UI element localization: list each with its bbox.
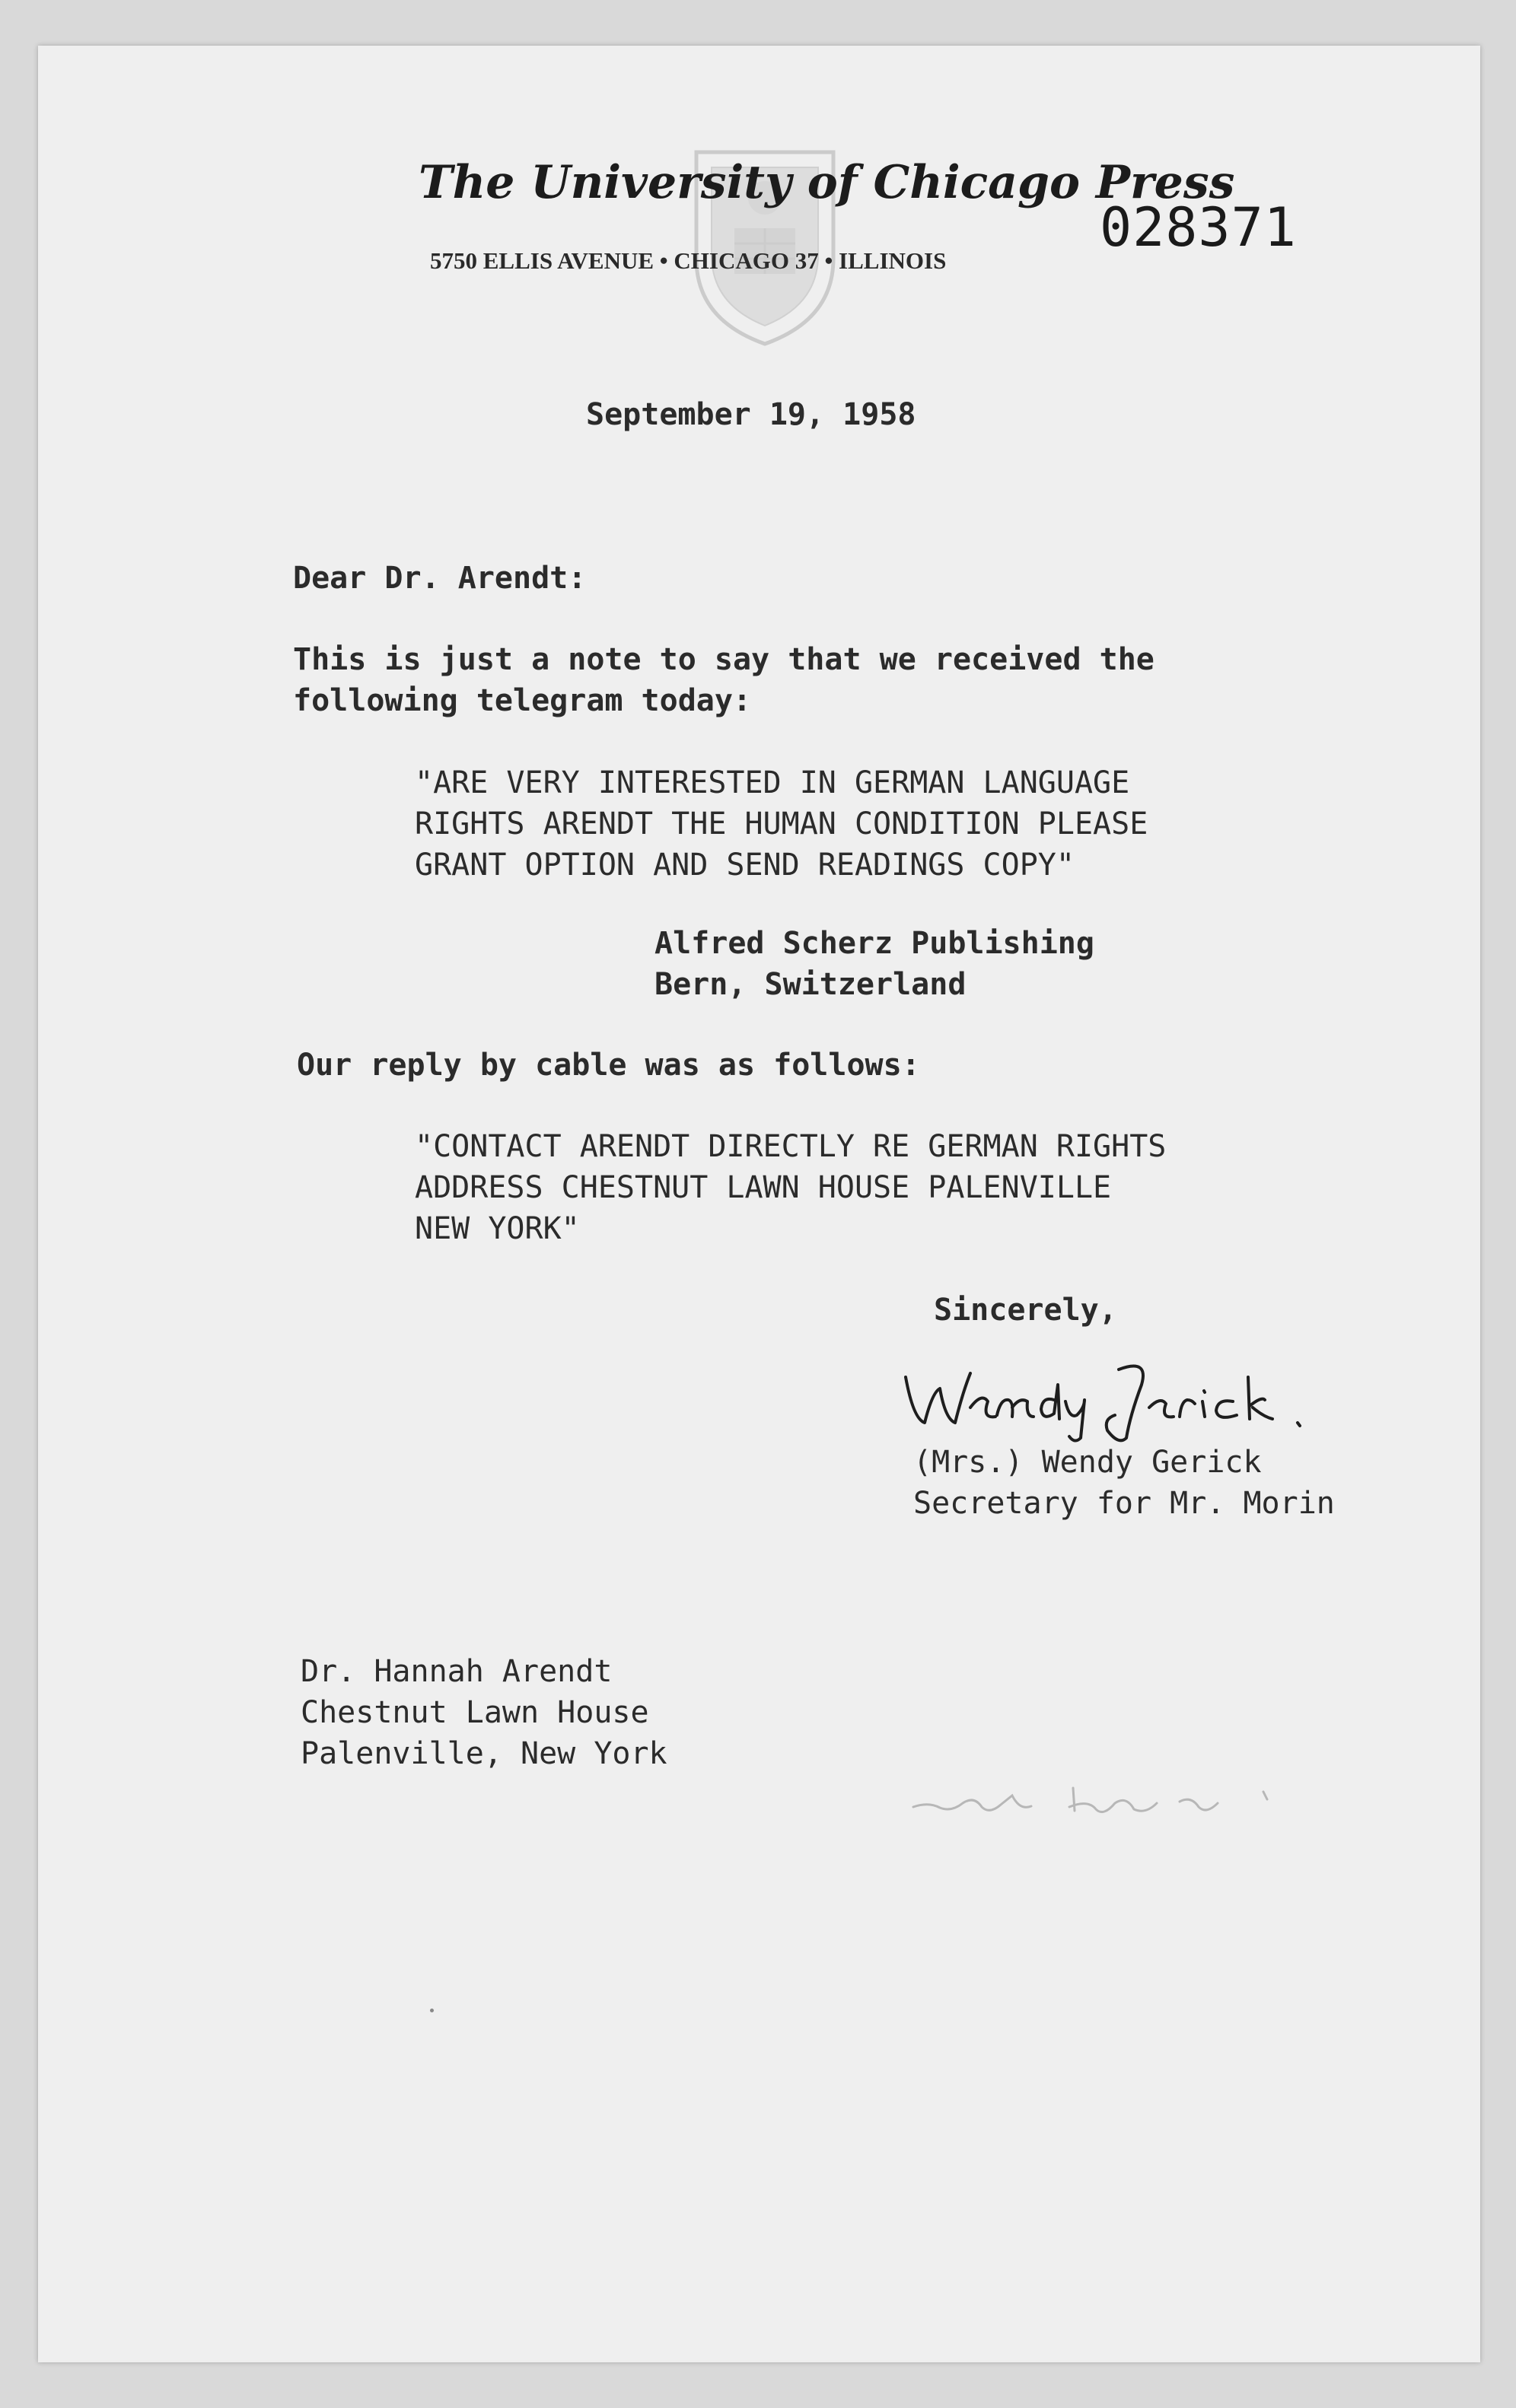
telegram-sender <box>654 923 1094 1005</box>
document-number: 028371 <box>1100 196 1297 259</box>
telegram-quote <box>415 762 1148 886</box>
faint-pencil-mark <box>906 1773 1301 1826</box>
recipient-address <box>301 1651 667 1774</box>
letter-date: September 19, 1958 <box>586 397 916 432</box>
intro-paragraph <box>293 639 1155 721</box>
recipient-line: Chestnut Lawn House <box>301 1695 649 1730</box>
sender-name: Alfred Scherz Publishing <box>654 926 1094 961</box>
recipient-line: Palenville, New York <box>301 1736 667 1771</box>
signer-block <box>913 1442 1335 1524</box>
reply-line: ADDRESS CHESTNUT LAWN HOUSE PALENVILLE <box>415 1170 1112 1205</box>
closing: Sincerely, <box>934 1293 1117 1328</box>
intro-line: This is just a note to say that we received the <box>293 642 1155 677</box>
sender-location: Bern, Switzerland <box>654 967 967 1002</box>
reply-quote <box>415 1126 1166 1249</box>
letterhead-title: The University of Chicago Press <box>419 156 1235 209</box>
paper-speck <box>430 2009 434 2012</box>
intro-line: following telegram today: <box>293 683 752 718</box>
letterhead-address: 5750 ELLIS AVENUE • CHICAGO 37 • ILLINOIS <box>430 247 947 274</box>
signer-name: (Mrs.) Wendy Gerick <box>913 1445 1262 1480</box>
reply-line: "CONTACT ARENDT DIRECTLY RE GERMAN RIGHTS <box>415 1129 1167 1164</box>
telegram-line: RIGHTS ARENDT THE HUMAN CONDITION PLEASE <box>415 806 1148 841</box>
telegram-line: GRANT OPTION AND SEND READINGS COPY" <box>415 848 1075 883</box>
reply-intro: Our reply by cable was as follows: <box>297 1048 920 1083</box>
signer-title: Secretary for Mr. Morin <box>913 1486 1335 1521</box>
salutation: Dear Dr. Arendt: <box>293 561 587 596</box>
handwritten-signature <box>898 1347 1309 1446</box>
recipient-line: Dr. Hannah Arendt <box>301 1654 613 1689</box>
telegram-line: "ARE VERY INTERESTED IN GERMAN LANGUAGE <box>415 765 1130 800</box>
reply-line: NEW YORK" <box>415 1211 580 1246</box>
